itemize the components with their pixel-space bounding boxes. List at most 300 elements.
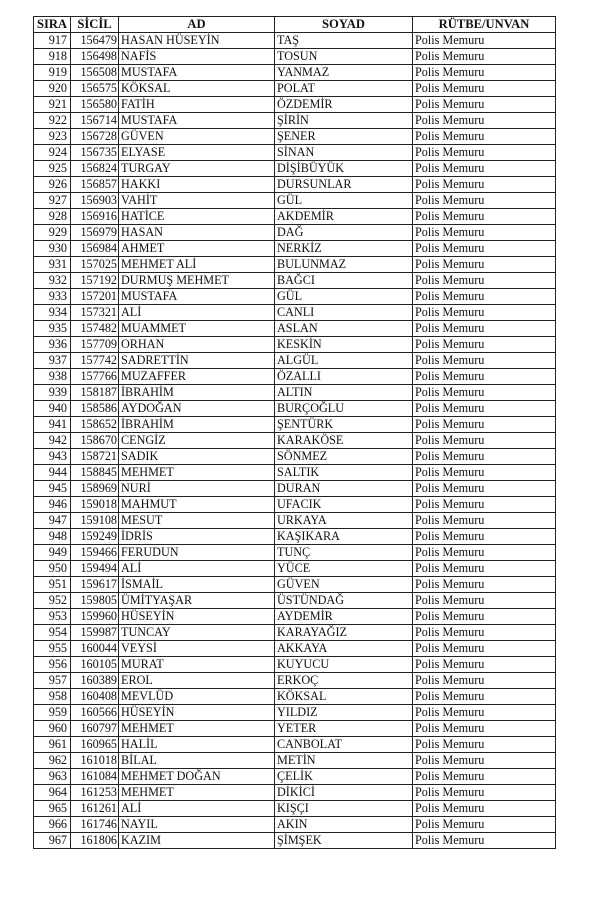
sira-cell: 936 xyxy=(34,337,71,353)
table-row xyxy=(34,321,556,337)
sira-cell: 967 xyxy=(34,833,71,849)
sicil-cell: 160566 xyxy=(71,705,119,721)
sira-cell: 946 xyxy=(34,497,71,513)
table-row xyxy=(34,721,556,737)
rutbe-cell: Polis Memuru xyxy=(413,737,556,753)
sira-cell: 935 xyxy=(34,321,71,337)
rutbe-cell: Polis Memuru xyxy=(413,417,556,433)
rutbe-cell: Polis Memuru xyxy=(413,81,556,97)
sicil-cell: 156979 xyxy=(71,225,119,241)
table-row xyxy=(34,625,556,641)
table-row xyxy=(34,689,556,705)
ad-cell: AYDOĞAN xyxy=(119,401,275,417)
sira-cell: 918 xyxy=(34,49,71,65)
table-row xyxy=(34,433,556,449)
sicil-cell: 157201 xyxy=(71,289,119,305)
rutbe-cell: Polis Memuru xyxy=(413,97,556,113)
sicil-cell: 158652 xyxy=(71,417,119,433)
rutbe-cell: Polis Memuru xyxy=(413,289,556,305)
table-row xyxy=(34,33,556,49)
soyad-cell: TUNÇ xyxy=(275,545,413,561)
sira-cell: 953 xyxy=(34,609,71,625)
soyad-cell: DURSUNLAR xyxy=(275,177,413,193)
ad-cell: HASAN xyxy=(119,225,275,241)
ad-cell: MUZAFFER xyxy=(119,369,275,385)
rutbe-cell: Polis Memuru xyxy=(413,801,556,817)
rutbe-cell: Polis Memuru xyxy=(413,257,556,273)
ad-cell: MURAT xyxy=(119,657,275,673)
ad-cell: İDRİS xyxy=(119,529,275,545)
ad-cell: NAFİS xyxy=(119,49,275,65)
table-row xyxy=(34,209,556,225)
rutbe-cell: Polis Memuru xyxy=(413,337,556,353)
table-row xyxy=(34,353,556,369)
sira-cell: 933 xyxy=(34,289,71,305)
rutbe-cell: Polis Memuru xyxy=(413,641,556,657)
ad-cell: MEHMET ALİ xyxy=(119,257,275,273)
sira-cell: 932 xyxy=(34,273,71,289)
sicil-cell: 161806 xyxy=(71,833,119,849)
sicil-cell: 156984 xyxy=(71,241,119,257)
soyad-cell: CANBOLAT xyxy=(275,737,413,753)
table-row xyxy=(34,305,556,321)
ad-cell: TUNCAY xyxy=(119,625,275,641)
soyad-cell: DURAN xyxy=(275,481,413,497)
sicil-cell: 156824 xyxy=(71,161,119,177)
sira-cell: 922 xyxy=(34,113,71,129)
sira-cell: 943 xyxy=(34,449,71,465)
soyad-cell: ERKOÇ xyxy=(275,673,413,689)
table-row xyxy=(34,673,556,689)
soyad-cell: KÖKSAL xyxy=(275,689,413,705)
rutbe-cell: Polis Memuru xyxy=(413,545,556,561)
sicil-cell: 156916 xyxy=(71,209,119,225)
ad-cell: İSMAİL xyxy=(119,577,275,593)
header-sira: SIRA xyxy=(34,17,71,33)
table-row xyxy=(34,113,556,129)
soyad-cell: KESKİN xyxy=(275,337,413,353)
ad-cell: HAKKI xyxy=(119,177,275,193)
rutbe-cell: Polis Memuru xyxy=(413,33,556,49)
ad-cell: MUSTAFA xyxy=(119,113,275,129)
ad-cell: ALİ xyxy=(119,305,275,321)
ad-cell: KAZIM xyxy=(119,833,275,849)
ad-cell: MEHMET DOĞAN xyxy=(119,769,275,785)
sira-cell: 959 xyxy=(34,705,71,721)
sicil-cell: 161746 xyxy=(71,817,119,833)
table-row xyxy=(34,225,556,241)
sicil-cell: 159249 xyxy=(71,529,119,545)
sira-cell: 958 xyxy=(34,689,71,705)
ad-cell: İBRAHİM xyxy=(119,385,275,401)
soyad-cell: KUYUCU xyxy=(275,657,413,673)
sicil-cell: 161261 xyxy=(71,801,119,817)
soyad-cell: CANLI xyxy=(275,305,413,321)
table-row xyxy=(34,49,556,65)
sicil-cell: 156714 xyxy=(71,113,119,129)
sira-cell: 938 xyxy=(34,369,71,385)
table-row xyxy=(34,497,556,513)
rutbe-cell: Polis Memuru xyxy=(413,497,556,513)
sicil-cell: 156857 xyxy=(71,177,119,193)
soyad-cell: YETER xyxy=(275,721,413,737)
ad-cell: FATİH xyxy=(119,97,275,113)
rutbe-cell: Polis Memuru xyxy=(413,577,556,593)
soyad-cell: TOSUN xyxy=(275,49,413,65)
table-row xyxy=(34,513,556,529)
sicil-cell: 157742 xyxy=(71,353,119,369)
soyad-cell: ŞİRİN xyxy=(275,113,413,129)
rutbe-cell: Polis Memuru xyxy=(413,129,556,145)
header-sicil: SİCİL xyxy=(71,17,119,33)
sira-cell: 942 xyxy=(34,433,71,449)
sira-cell: 923 xyxy=(34,129,71,145)
sira-cell: 920 xyxy=(34,81,71,97)
rutbe-cell: Polis Memuru xyxy=(413,705,556,721)
ad-cell: EROL xyxy=(119,673,275,689)
sira-cell: 950 xyxy=(34,561,71,577)
header-soyad: SOYAD xyxy=(275,17,413,33)
ad-cell: MUSTAFA xyxy=(119,65,275,81)
soyad-cell: KIŞÇI xyxy=(275,801,413,817)
soyad-cell: BAĞCI xyxy=(275,273,413,289)
table-row xyxy=(34,241,556,257)
rutbe-cell: Polis Memuru xyxy=(413,465,556,481)
soyad-cell: UFACIK xyxy=(275,497,413,513)
rutbe-cell: Polis Memuru xyxy=(413,209,556,225)
table-row xyxy=(34,385,556,401)
table-row xyxy=(34,289,556,305)
ad-cell: BİLAL xyxy=(119,753,275,769)
ad-cell: ALİ xyxy=(119,561,275,577)
rutbe-cell: Polis Memuru xyxy=(413,401,556,417)
sira-cell: 965 xyxy=(34,801,71,817)
soyad-cell: ŞENER xyxy=(275,129,413,145)
sicil-cell: 158586 xyxy=(71,401,119,417)
rutbe-cell: Polis Memuru xyxy=(413,241,556,257)
sira-cell: 940 xyxy=(34,401,71,417)
sira-cell: 962 xyxy=(34,753,71,769)
sicil-cell: 161084 xyxy=(71,769,119,785)
soyad-cell: ALTIN xyxy=(275,385,413,401)
soyad-cell: ŞENTÜRK xyxy=(275,417,413,433)
sira-cell: 955 xyxy=(34,641,71,657)
ad-cell: MAHMUT xyxy=(119,497,275,513)
table-row xyxy=(34,737,556,753)
rutbe-cell: Polis Memuru xyxy=(413,433,556,449)
rutbe-cell: Polis Memuru xyxy=(413,769,556,785)
sicil-cell: 160105 xyxy=(71,657,119,673)
soyad-cell: SİNAN xyxy=(275,145,413,161)
soyad-cell: ASLAN xyxy=(275,321,413,337)
rutbe-cell: Polis Memuru xyxy=(413,721,556,737)
rutbe-cell: Polis Memuru xyxy=(413,161,556,177)
rutbe-cell: Polis Memuru xyxy=(413,65,556,81)
sira-cell: 934 xyxy=(34,305,71,321)
table-row xyxy=(34,449,556,465)
table-row xyxy=(34,145,556,161)
sira-cell: 963 xyxy=(34,769,71,785)
soyad-cell: GÜVEN xyxy=(275,577,413,593)
rutbe-cell: Polis Memuru xyxy=(413,481,556,497)
sicil-cell: 156728 xyxy=(71,129,119,145)
soyad-cell: AKDEMİR xyxy=(275,209,413,225)
table-row xyxy=(34,465,556,481)
soyad-cell: DAĞ xyxy=(275,225,413,241)
soyad-cell: ALGÜL xyxy=(275,353,413,369)
table-row xyxy=(34,193,556,209)
rutbe-cell: Polis Memuru xyxy=(413,353,556,369)
sicil-cell: 159466 xyxy=(71,545,119,561)
ad-cell: HÜSEYİN xyxy=(119,609,275,625)
soyad-cell: KAŞIKARA xyxy=(275,529,413,545)
table-row xyxy=(34,609,556,625)
table-row xyxy=(34,337,556,353)
table-row xyxy=(34,785,556,801)
soyad-cell: BURÇOĞLU xyxy=(275,401,413,417)
rutbe-cell: Polis Memuru xyxy=(413,177,556,193)
table-row xyxy=(34,705,556,721)
ad-cell: VAHİT xyxy=(119,193,275,209)
table-row xyxy=(34,801,556,817)
table-row xyxy=(34,129,556,145)
ad-cell: AHMET xyxy=(119,241,275,257)
sicil-cell: 159494 xyxy=(71,561,119,577)
rutbe-cell: Polis Memuru xyxy=(413,673,556,689)
sira-cell: 939 xyxy=(34,385,71,401)
rutbe-cell: Polis Memuru xyxy=(413,305,556,321)
sicil-cell: 159987 xyxy=(71,625,119,641)
sira-cell: 925 xyxy=(34,161,71,177)
ad-cell: HASAN HÜSEYİN xyxy=(119,33,275,49)
table-row xyxy=(34,657,556,673)
table-row xyxy=(34,81,556,97)
table-row xyxy=(34,97,556,113)
table-row xyxy=(34,529,556,545)
rutbe-cell: Polis Memuru xyxy=(413,529,556,545)
table-row xyxy=(34,369,556,385)
rutbe-cell: Polis Memuru xyxy=(413,689,556,705)
soyad-cell: AKKAYA xyxy=(275,641,413,657)
sira-cell: 931 xyxy=(34,257,71,273)
ad-cell: SADIK xyxy=(119,449,275,465)
sira-cell: 930 xyxy=(34,241,71,257)
sicil-cell: 159805 xyxy=(71,593,119,609)
table-row xyxy=(34,833,556,849)
sira-cell: 949 xyxy=(34,545,71,561)
sicil-cell: 160408 xyxy=(71,689,119,705)
sira-cell: 941 xyxy=(34,417,71,433)
table-row xyxy=(34,161,556,177)
soyad-cell: YILDIZ xyxy=(275,705,413,721)
sira-cell: 966 xyxy=(34,817,71,833)
ad-cell: ÜMİTYAŞAR xyxy=(119,593,275,609)
table-row xyxy=(34,481,556,497)
table-row xyxy=(34,817,556,833)
sicil-cell: 160797 xyxy=(71,721,119,737)
soyad-cell: YANMAZ xyxy=(275,65,413,81)
sira-cell: 964 xyxy=(34,785,71,801)
soyad-cell: ÇELİK xyxy=(275,769,413,785)
ad-cell: MEHMET xyxy=(119,465,275,481)
sicil-cell: 161253 xyxy=(71,785,119,801)
ad-cell: ALİ xyxy=(119,801,275,817)
soyad-cell: AKIN xyxy=(275,817,413,833)
soyad-cell: ÜSTÜNDAĞ xyxy=(275,593,413,609)
sira-cell: 929 xyxy=(34,225,71,241)
sira-cell: 945 xyxy=(34,481,71,497)
rutbe-cell: Polis Memuru xyxy=(413,321,556,337)
ad-cell: MEHMET xyxy=(119,785,275,801)
ad-cell: HÜSEYİN xyxy=(119,705,275,721)
sicil-cell: 159018 xyxy=(71,497,119,513)
rutbe-cell: Polis Memuru xyxy=(413,449,556,465)
soyad-cell: KARAYAĞIZ xyxy=(275,625,413,641)
ad-cell: MEHMET xyxy=(119,721,275,737)
soyad-cell: KARAKÖSE xyxy=(275,433,413,449)
soyad-cell: NERKİZ xyxy=(275,241,413,257)
rutbe-cell: Polis Memuru xyxy=(413,369,556,385)
ad-cell: CENGİZ xyxy=(119,433,275,449)
table-row xyxy=(34,257,556,273)
soyad-cell: GÜL xyxy=(275,289,413,305)
sicil-cell: 159960 xyxy=(71,609,119,625)
sicil-cell: 158187 xyxy=(71,385,119,401)
ad-cell: MUSTAFA xyxy=(119,289,275,305)
rutbe-cell: Polis Memuru xyxy=(413,145,556,161)
soyad-cell: BULUNMAZ xyxy=(275,257,413,273)
sicil-cell: 156508 xyxy=(71,65,119,81)
soyad-cell: URKAYA xyxy=(275,513,413,529)
sira-cell: 948 xyxy=(34,529,71,545)
ad-cell: KÖKSAL xyxy=(119,81,275,97)
sira-cell: 961 xyxy=(34,737,71,753)
sira-cell: 928 xyxy=(34,209,71,225)
sicil-cell: 157192 xyxy=(71,273,119,289)
sicil-cell: 160965 xyxy=(71,737,119,753)
rutbe-cell: Polis Memuru xyxy=(413,625,556,641)
sira-cell: 947 xyxy=(34,513,71,529)
table-row xyxy=(34,417,556,433)
ad-cell: NURİ xyxy=(119,481,275,497)
rutbe-cell: Polis Memuru xyxy=(413,49,556,65)
ad-cell: MEVLÜD xyxy=(119,689,275,705)
sicil-cell: 160389 xyxy=(71,673,119,689)
sicil-cell: 158845 xyxy=(71,465,119,481)
table-row xyxy=(34,641,556,657)
rutbe-cell: Polis Memuru xyxy=(413,561,556,577)
sira-cell: 957 xyxy=(34,673,71,689)
sicil-cell: 159108 xyxy=(71,513,119,529)
rutbe-cell: Polis Memuru xyxy=(413,273,556,289)
ad-cell: MESUT xyxy=(119,513,275,529)
ad-cell: TURGAY xyxy=(119,161,275,177)
table-row xyxy=(34,561,556,577)
table-row xyxy=(34,769,556,785)
soyad-cell: TAŞ xyxy=(275,33,413,49)
sira-cell: 952 xyxy=(34,593,71,609)
soyad-cell: DİKİCİ xyxy=(275,785,413,801)
ad-cell: GÜVEN xyxy=(119,129,275,145)
rutbe-cell: Polis Memuru xyxy=(413,833,556,849)
table-row xyxy=(34,177,556,193)
sicil-cell: 157766 xyxy=(71,369,119,385)
table-row xyxy=(34,577,556,593)
sicil-cell: 157321 xyxy=(71,305,119,321)
rutbe-cell: Polis Memuru xyxy=(413,385,556,401)
header-row xyxy=(34,17,556,33)
sira-cell: 937 xyxy=(34,353,71,369)
table-row xyxy=(34,273,556,289)
ad-cell: MUAMMET xyxy=(119,321,275,337)
soyad-cell: YÜCE xyxy=(275,561,413,577)
sicil-cell: 158721 xyxy=(71,449,119,465)
table-body xyxy=(34,33,556,849)
sira-cell: 951 xyxy=(34,577,71,593)
table-row xyxy=(34,593,556,609)
sira-cell: 917 xyxy=(34,33,71,49)
sira-cell: 926 xyxy=(34,177,71,193)
sicil-cell: 158969 xyxy=(71,481,119,497)
rutbe-cell: Polis Memuru xyxy=(413,753,556,769)
rutbe-cell: Polis Memuru xyxy=(413,225,556,241)
rutbe-cell: Polis Memuru xyxy=(413,113,556,129)
table-row xyxy=(34,753,556,769)
soyad-cell: ŞİMŞEK xyxy=(275,833,413,849)
sira-cell: 919 xyxy=(34,65,71,81)
table-row xyxy=(34,401,556,417)
rutbe-cell: Polis Memuru xyxy=(413,513,556,529)
rutbe-cell: Polis Memuru xyxy=(413,817,556,833)
soyad-cell: AYDEMİR xyxy=(275,609,413,625)
sira-cell: 924 xyxy=(34,145,71,161)
ad-cell: HALİL xyxy=(119,737,275,753)
header-rutbe-unvan: RÜTBE/UNVAN xyxy=(413,17,556,33)
sira-cell: 956 xyxy=(34,657,71,673)
sicil-cell: 159617 xyxy=(71,577,119,593)
sira-cell: 954 xyxy=(34,625,71,641)
ad-cell: FERUDUN xyxy=(119,545,275,561)
ad-cell: ORHAN xyxy=(119,337,275,353)
sicil-cell: 156575 xyxy=(71,81,119,97)
sira-cell: 927 xyxy=(34,193,71,209)
ad-cell: HATİCE xyxy=(119,209,275,225)
ad-cell: SADRETTİN xyxy=(119,353,275,369)
table-row xyxy=(34,65,556,81)
rutbe-cell: Polis Memuru xyxy=(413,785,556,801)
sicil-cell: 156479 xyxy=(71,33,119,49)
soyad-cell: ÖZALLI xyxy=(275,369,413,385)
sicil-cell: 157709 xyxy=(71,337,119,353)
rutbe-cell: Polis Memuru xyxy=(413,609,556,625)
rutbe-cell: Polis Memuru xyxy=(413,657,556,673)
sicil-cell: 156498 xyxy=(71,49,119,65)
sicil-cell: 157025 xyxy=(71,257,119,273)
sira-cell: 921 xyxy=(34,97,71,113)
ad-cell: ELYASE xyxy=(119,145,275,161)
soyad-cell: METİN xyxy=(275,753,413,769)
sicil-cell: 157482 xyxy=(71,321,119,337)
soyad-cell: SÖNMEZ xyxy=(275,449,413,465)
ad-cell: NAYIL xyxy=(119,817,275,833)
soyad-cell: ÖZDEMİR xyxy=(275,97,413,113)
soyad-cell: GÜL xyxy=(275,193,413,209)
table-row xyxy=(34,545,556,561)
header-ad: AD xyxy=(119,17,275,33)
soyad-cell: POLAT xyxy=(275,81,413,97)
sicil-cell: 156735 xyxy=(71,145,119,161)
rutbe-cell: Polis Memuru xyxy=(413,593,556,609)
